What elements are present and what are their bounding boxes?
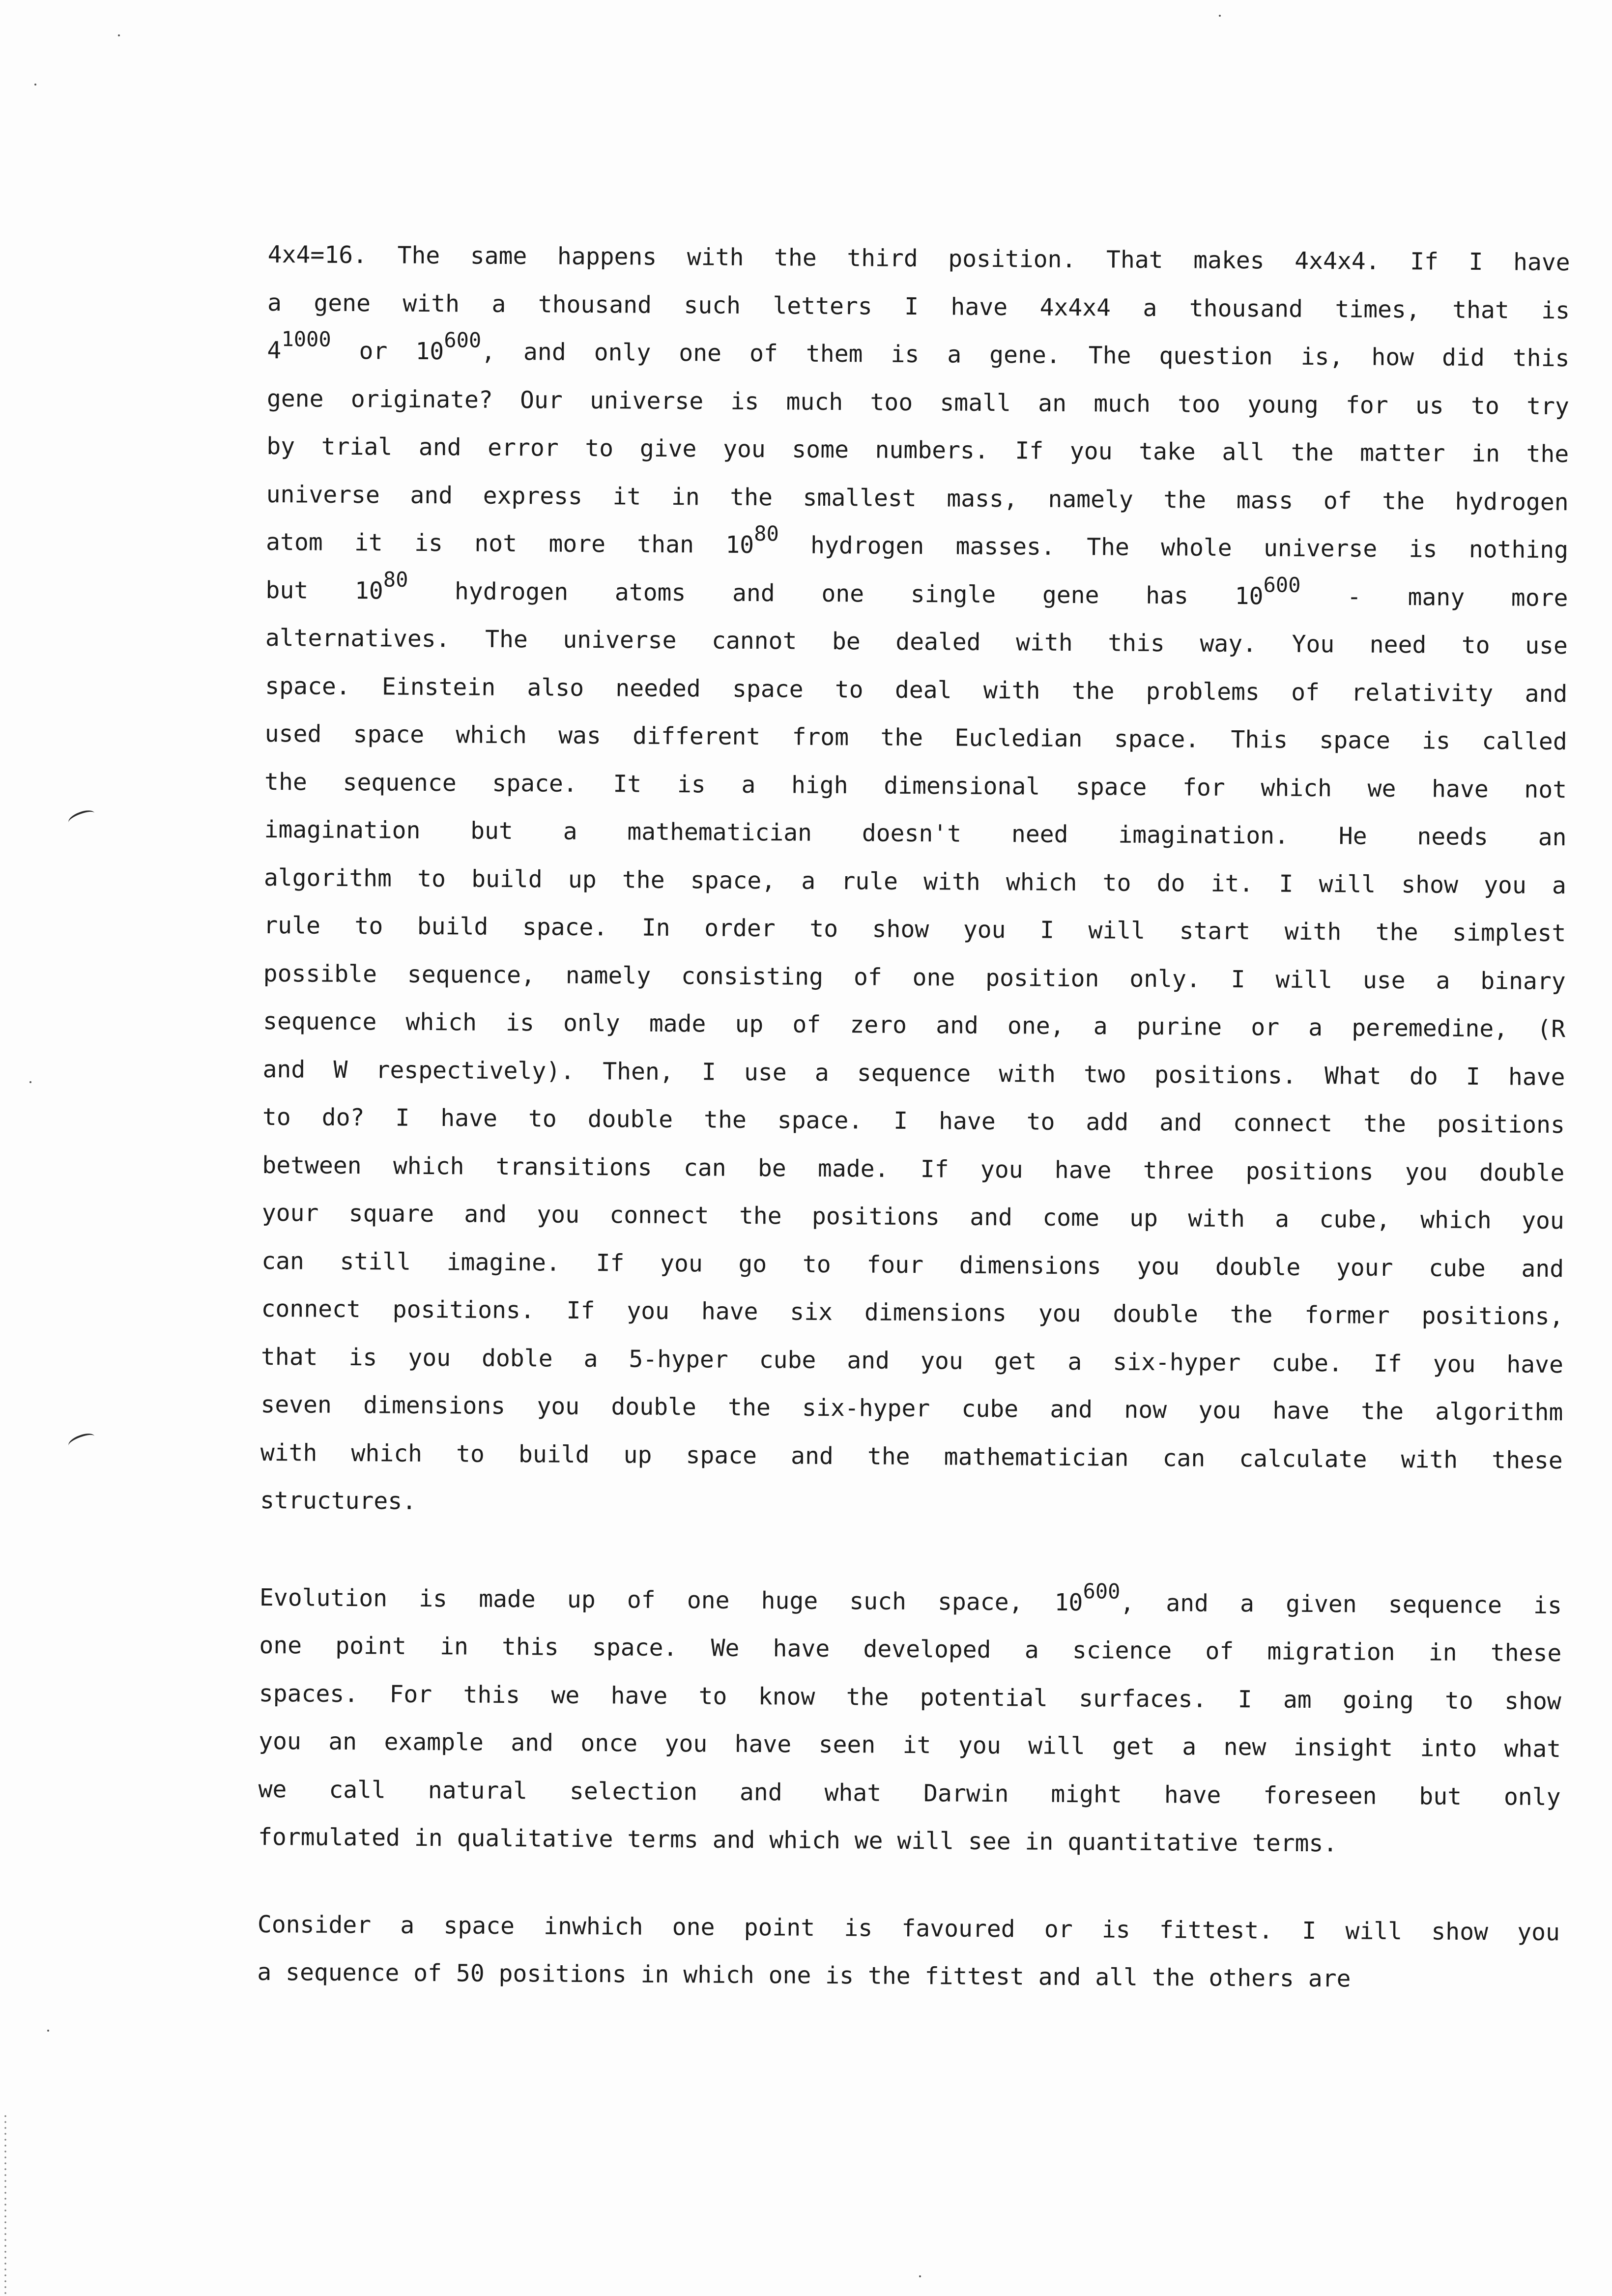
text-line [257, 1949, 1560, 2005]
text-line [267, 279, 1570, 335]
text-line [264, 758, 1567, 814]
text-run: Evolution is made up of one huge such space, 10 [259, 1583, 1083, 1616]
text-run: or 10 [331, 337, 444, 366]
document-body [257, 231, 1570, 2005]
margin-mark-lower [67, 1431, 97, 1451]
text-run: and W respectively). Then, I use a sequence with two positions. What do I have [262, 1055, 1565, 1091]
text-line [262, 1093, 1565, 1149]
text-run: seven dimensions you double the six-hyper cube and now you have the algorithm [260, 1390, 1563, 1427]
text-run: - many more [1300, 582, 1568, 612]
text-line [266, 423, 1569, 479]
text-run: hydrogen atoms and one single gene has 10 [408, 577, 1264, 610]
text-run: hydrogen masses. The whole universe is nothing [778, 531, 1569, 564]
text-line [262, 1045, 1565, 1101]
text-run: connect positions. If you have six dimensions you double the former positions, [261, 1294, 1564, 1331]
text-line [261, 1285, 1564, 1341]
text-run: a gene with a thousand such letters I have 4x4x4 a thousand times, that is [267, 288, 1570, 324]
text-run: rule to build space. In order to show you I will start with the simplest [263, 911, 1566, 947]
exponent: 80 [383, 567, 408, 592]
text-run: you an example and once you have seen it you will get a new insight into what [259, 1727, 1561, 1763]
paragraph [260, 231, 1570, 1533]
text-line [259, 1718, 1561, 1774]
text-run: algorithm to build up the space, a rule with which to do it. I will show you a [263, 863, 1567, 899]
text-line [263, 902, 1566, 958]
text-run: imagination but a mathematician doesn't need imagination. He needs an [264, 815, 1567, 852]
text-line [259, 1574, 1562, 1630]
text-line [263, 949, 1566, 1005]
text-line [267, 374, 1570, 430]
text-line [259, 1669, 1562, 1725]
text-run: used space which was different from the Eucledian space. This space is called [264, 719, 1567, 756]
text-run: but 10 [265, 576, 383, 604]
text-line [259, 1622, 1562, 1678]
speck [29, 1081, 31, 1083]
text-run: your square and you connect the positions and come up with a cube, which you [261, 1199, 1564, 1235]
text-line [264, 710, 1567, 766]
text-run: , and a given sequence is [1120, 1589, 1562, 1619]
exponent: 1000 [281, 327, 331, 351]
text-run: that is you doble a 5-hyper cube and you get a six-hyper cube. If you have [260, 1343, 1564, 1378]
text-line [260, 1381, 1563, 1437]
text-run: we call natural selection and what Darwin might have foreseen but only [258, 1775, 1561, 1811]
text-line [260, 1477, 1563, 1533]
exponent: 600 [1083, 1578, 1121, 1604]
speck [919, 2275, 921, 2277]
text-line [258, 1813, 1561, 1869]
text-run: 4x4=16. The same happens with the third position. That makes 4x4x4. If I have [267, 240, 1570, 277]
text-line [258, 1900, 1560, 1956]
paragraph [257, 1900, 1560, 2004]
exponent: 600 [1263, 572, 1301, 597]
text-run: between which transitions can be made. If you have three positions you double [262, 1151, 1565, 1187]
text-run: can still imagine. If you go to four dimensions you double your cube and [261, 1247, 1564, 1283]
text-run: with which to build up space and the mathematician can calculate with these [260, 1438, 1563, 1474]
text-run: the sequence space. It is a high dimensional space for which we have not [264, 768, 1567, 804]
text-run: to do? I have to double the space. I have to add and connect the positions [262, 1103, 1565, 1139]
text-line [265, 614, 1568, 670]
text-run: sequence which is only made up of zero and one, a purine or a peremedine, (R [263, 1007, 1566, 1043]
text-run: gene originate? Our universe is much too small an much too young for us to try [266, 384, 1570, 420]
exponent: 600 [444, 328, 482, 352]
text-line [263, 998, 1566, 1054]
text-line [264, 854, 1567, 910]
text-run: a sequence of 50 positions in which one is the fittest and all the others are [257, 1958, 1351, 1993]
text-line [266, 518, 1569, 574]
text-line [265, 662, 1568, 718]
speck [47, 2030, 49, 2032]
text-line [262, 1141, 1565, 1197]
text-run: spaces. For this we have to know the potential surfaces. I am going to show [259, 1679, 1561, 1715]
text-run: possible sequence, namely consisting of one position only. I will use a binary [263, 959, 1566, 995]
margin-mark-upper [67, 807, 97, 828]
text-line [260, 1429, 1563, 1485]
text-line [261, 1237, 1564, 1293]
text-run: , and only one of them is a gene. The question is, how did this [481, 338, 1570, 373]
exponent: 80 [754, 521, 779, 546]
text-run: one point in this space. We have developed a science of migration in these [259, 1631, 1562, 1667]
text-run: structures. [260, 1486, 417, 1515]
text-line [265, 566, 1568, 622]
text-run: universe and express it in the smallest mass, namely the mass of the hydrogen [266, 480, 1569, 516]
text-line [264, 806, 1567, 862]
speck [1219, 15, 1221, 17]
text-run: 4 [267, 336, 282, 365]
paragraph-gap [259, 1524, 1562, 1581]
speck [34, 84, 36, 86]
text-run: Consider a space inwhich one point is favoured or is fittest. I will show you [257, 1910, 1560, 1946]
text-line [267, 327, 1570, 383]
text-run: by trial and error to give you some numbers. If you take all the matter in the [266, 432, 1569, 468]
text-run: alternatives. The universe cannot be dealed with this way. You need to use [265, 624, 1568, 660]
text-line [261, 1333, 1564, 1389]
text-line [258, 1765, 1561, 1821]
scan-edge-artifact [4, 2113, 7, 2296]
text-run: space. Einstein also needed space to deal with the problems of relativity and [265, 672, 1568, 708]
text-run: formulated in qualitative terms and which we will see in quantitative terms. [258, 1823, 1338, 1858]
speck [118, 34, 120, 36]
text-line [261, 1189, 1564, 1245]
text-line [267, 231, 1570, 287]
paragraph [258, 1574, 1562, 1869]
text-run: atom it is not more than 10 [265, 528, 754, 559]
text-line [266, 470, 1569, 526]
